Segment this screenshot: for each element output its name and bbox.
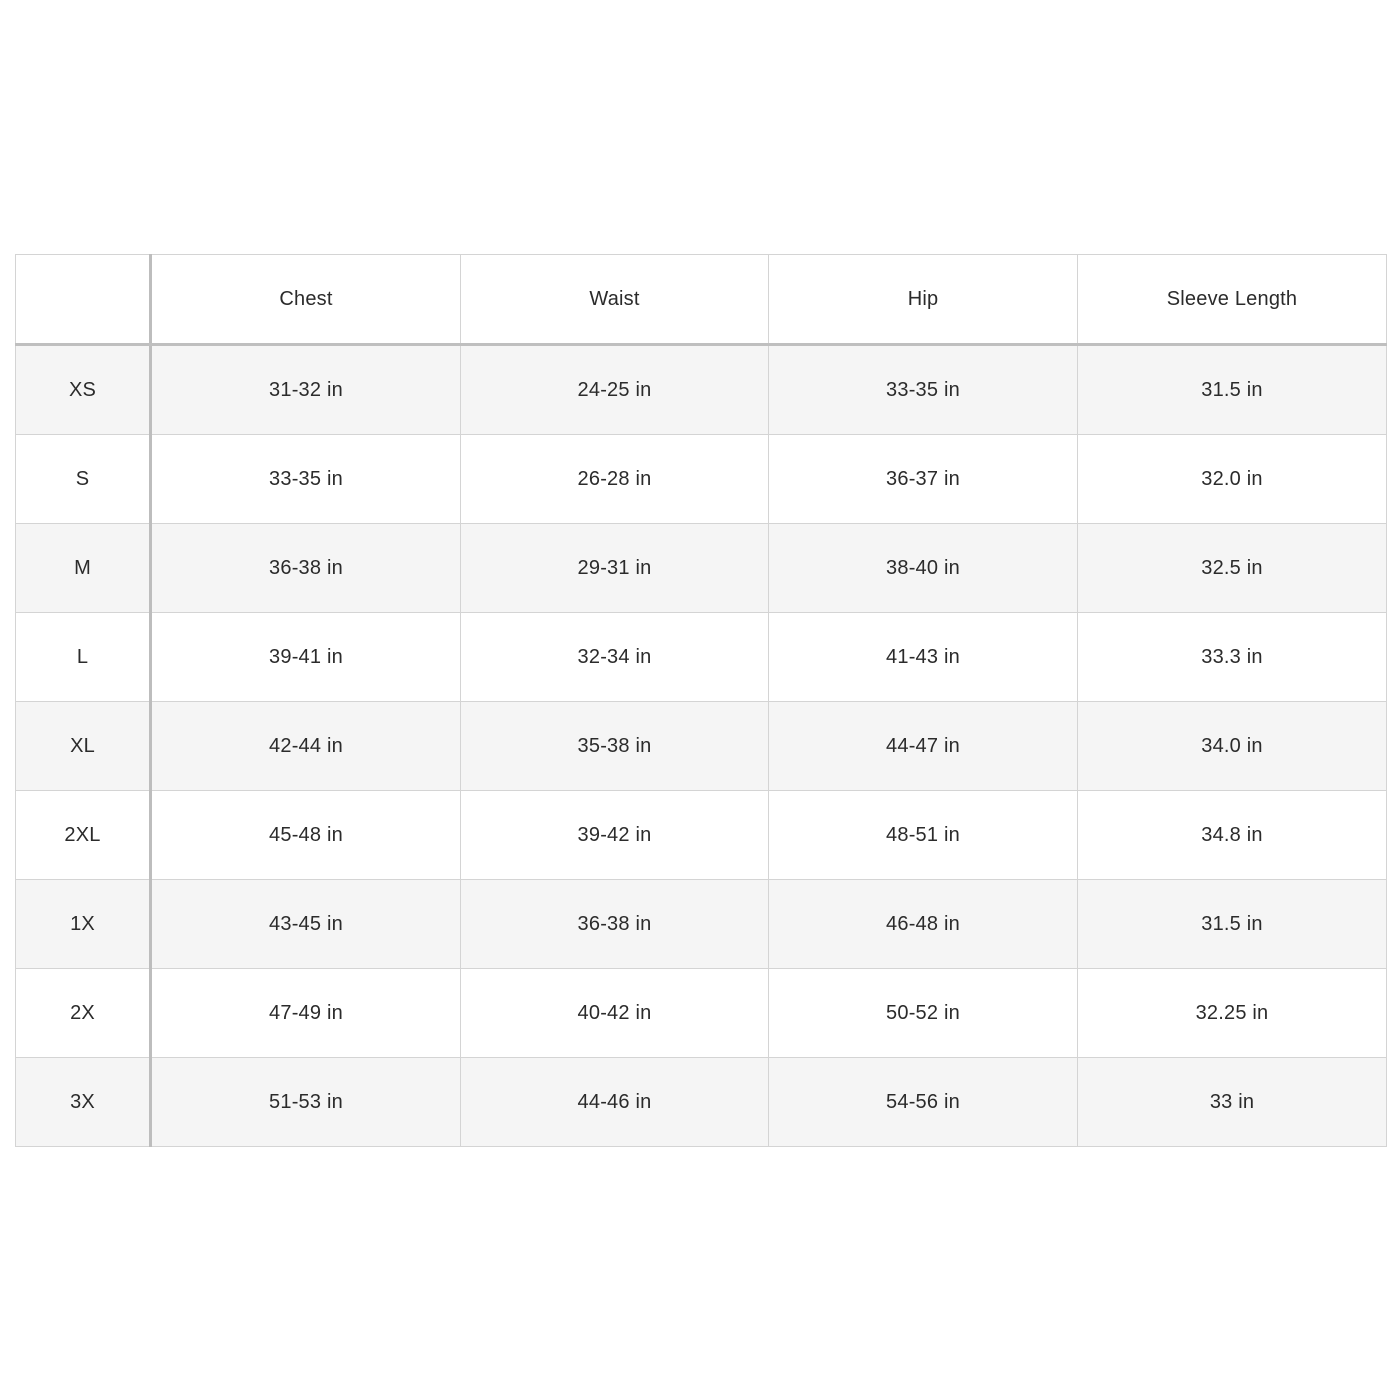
size-chart-table — [15, 254, 1387, 1147]
chest-cell: 43-45 in — [151, 880, 461, 969]
waist-cell: 32-34 in — [461, 613, 769, 702]
chest-cell: 33-35 in — [151, 435, 461, 524]
hip-cell: 36-37 in — [769, 435, 1078, 524]
table-row — [16, 702, 1387, 791]
header-row — [16, 255, 1387, 345]
sleeve-length-cell: 34.0 in — [1078, 702, 1387, 791]
chest-cell: 42-44 in — [151, 702, 461, 791]
size-label: S — [16, 435, 151, 524]
waist-cell: 36-38 in — [461, 880, 769, 969]
corner-cell — [16, 255, 151, 345]
chest-cell: 47-49 in — [151, 969, 461, 1058]
table-body — [16, 345, 1387, 1147]
table-row — [16, 613, 1387, 702]
table-row — [16, 345, 1387, 435]
header-sleeve-length: Sleeve Length — [1078, 255, 1387, 345]
sleeve-length-cell: 32.25 in — [1078, 969, 1387, 1058]
waist-cell: 29-31 in — [461, 524, 769, 613]
sleeve-length-cell: 31.5 in — [1078, 880, 1387, 969]
sleeve-length-cell: 33.3 in — [1078, 613, 1387, 702]
waist-cell: 35-38 in — [461, 702, 769, 791]
chest-cell: 45-48 in — [151, 791, 461, 880]
sleeve-length-cell: 34.8 in — [1078, 791, 1387, 880]
chest-cell: 31-32 in — [151, 345, 461, 435]
waist-cell: 26-28 in — [461, 435, 769, 524]
table-header — [16, 255, 1387, 345]
hip-cell: 38-40 in — [769, 524, 1078, 613]
waist-cell: 44-46 in — [461, 1058, 769, 1147]
chest-cell: 36-38 in — [151, 524, 461, 613]
sleeve-length-cell: 32.5 in — [1078, 524, 1387, 613]
size-label: 2XL — [16, 791, 151, 880]
size-label: 1X — [16, 880, 151, 969]
hip-cell: 50-52 in — [769, 969, 1078, 1058]
table-row — [16, 791, 1387, 880]
table-row — [16, 524, 1387, 613]
table-row — [16, 435, 1387, 524]
table-row — [16, 1058, 1387, 1147]
table-row — [16, 880, 1387, 969]
size-label: 2X — [16, 969, 151, 1058]
table-row — [16, 969, 1387, 1058]
waist-cell: 39-42 in — [461, 791, 769, 880]
size-label: L — [16, 613, 151, 702]
chest-cell: 39-41 in — [151, 613, 461, 702]
hip-cell: 44-47 in — [769, 702, 1078, 791]
sleeve-length-cell: 33 in — [1078, 1058, 1387, 1147]
sleeve-length-cell: 32.0 in — [1078, 435, 1387, 524]
header-waist: Waist — [461, 255, 769, 345]
waist-cell: 40-42 in — [461, 969, 769, 1058]
size-label: XL — [16, 702, 151, 791]
sleeve-length-cell: 31.5 in — [1078, 345, 1387, 435]
size-label: M — [16, 524, 151, 613]
hip-cell: 46-48 in — [769, 880, 1078, 969]
header-hip: Hip — [769, 255, 1078, 345]
waist-cell: 24-25 in — [461, 345, 769, 435]
hip-cell: 41-43 in — [769, 613, 1078, 702]
hip-cell: 33-35 in — [769, 345, 1078, 435]
chest-cell: 51-53 in — [151, 1058, 461, 1147]
size-label: 3X — [16, 1058, 151, 1147]
size-label: XS — [16, 345, 151, 435]
header-chest: Chest — [151, 255, 461, 345]
hip-cell: 54-56 in — [769, 1058, 1078, 1147]
hip-cell: 48-51 in — [769, 791, 1078, 880]
